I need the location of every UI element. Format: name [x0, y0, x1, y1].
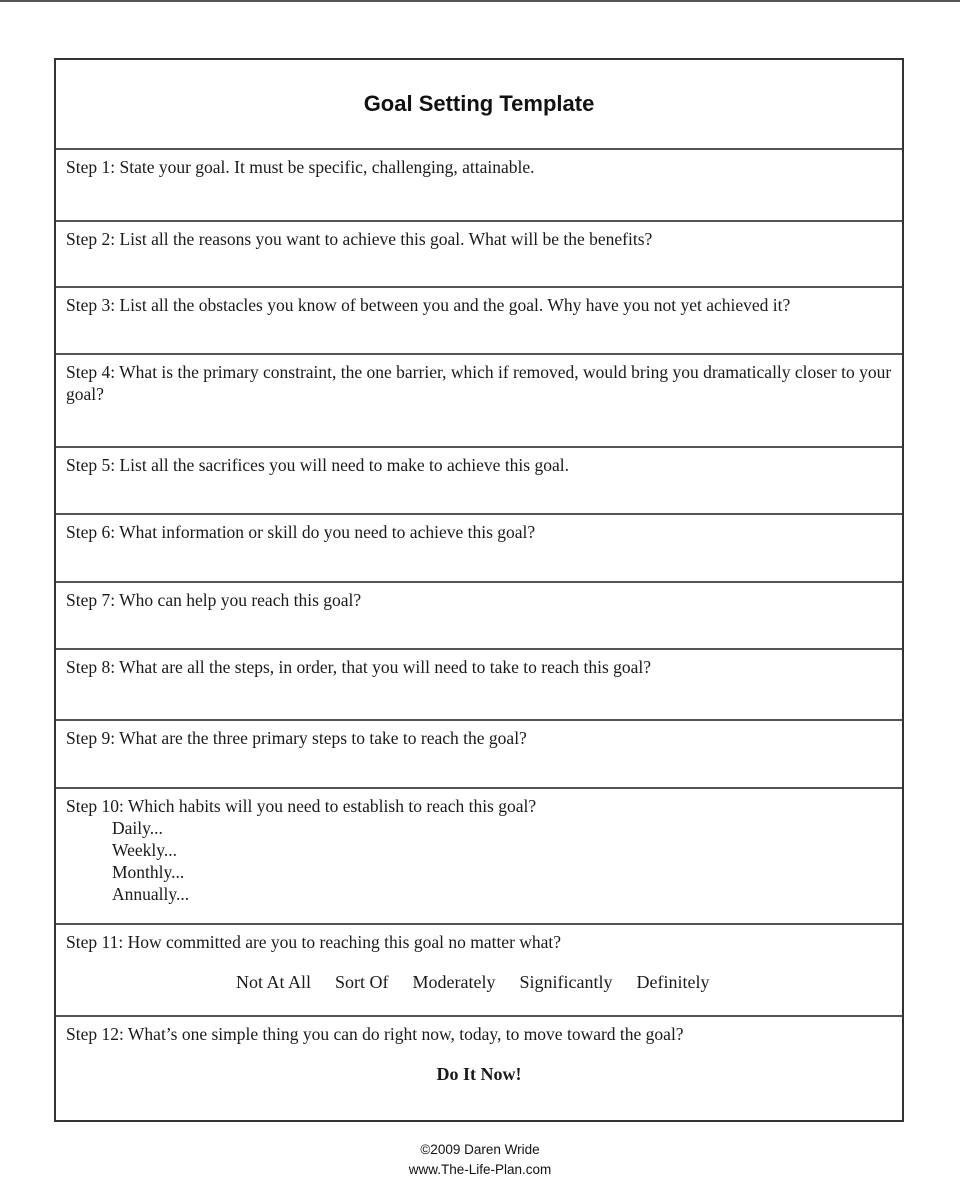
commitment-option-definitely: Definitely [636, 972, 710, 992]
step-row-10 [56, 787, 902, 923]
commitment-option-significantly: Significantly [519, 972, 613, 992]
step-row-9 [56, 719, 902, 787]
step-prompt: Step 3: List all the obstacles you know of between you and the goal. Why have you not yet achieved it? [66, 295, 791, 315]
step-row-12 [56, 1015, 902, 1120]
step-prompt: Step 9: What are the three primary steps to take to reach the goal? [66, 728, 527, 748]
commitment-option-not-at-all: Not At All [236, 972, 312, 992]
step-prompt: Step 10: Which habits will you need to establish to reach this goal? [66, 796, 537, 816]
step-row-2 [56, 220, 902, 286]
step-row-6 [56, 513, 902, 581]
step-prompt: Step 5: List all the sacrifices you will need to make to achieve this goal. [66, 455, 569, 475]
step-prompt: Step 1: State your goal. It must be specific, challenging, attainable. [66, 157, 535, 177]
habit-weekly: Weekly... [112, 840, 178, 860]
footer-website: www.The-Life-Plan.com [408, 1162, 552, 1177]
habit-frequency-list [66, 817, 894, 905]
step-prompt: Step 6: What information or skill do you need to achieve this goal? [66, 522, 536, 542]
commitment-option-sort-of: Sort Of [335, 972, 389, 992]
step-row-3 [56, 286, 902, 353]
step-prompt: Step 11: How committed are you to reaching this goal no matter what? [66, 932, 562, 952]
goal-template-form [54, 58, 904, 1122]
step-row-5 [56, 446, 902, 513]
call-to-action: Do It Now! [436, 1064, 522, 1084]
step-row-1 [56, 148, 902, 220]
step-row-4 [56, 353, 902, 446]
habit-daily: Daily... [112, 818, 163, 838]
step-row-7 [56, 581, 902, 648]
commitment-option-moderately: Moderately [412, 972, 496, 992]
step-row-8 [56, 648, 902, 719]
page-title: Goal Setting Template [363, 91, 595, 116]
step-prompt: Step 8: What are all the steps, in order, that you will need to take to reach this goal? [66, 657, 652, 677]
page-top-edge [0, 0, 960, 2]
step-prompt: Step 7: Who can help you reach this goal? [66, 590, 362, 610]
habit-annually: Annually... [112, 884, 190, 904]
step-prompt: Step 2: List all the reasons you want to achieve this goal. What will be the benefits? [66, 229, 653, 249]
step-row-11 [56, 923, 902, 1015]
step-prompt: Step 4: What is the primary constraint, the one barrier, which if removed, would bring you dramatically closer to your goal? [66, 362, 892, 404]
habit-monthly: Monthly... [112, 862, 185, 882]
commitment-scale [236, 971, 709, 993]
step-prompt: Step 12: What’s one simple thing you can do right now, today, to move toward the goal? [66, 1024, 684, 1044]
footer-copyright: ©2009 Daren Wride [420, 1142, 540, 1157]
